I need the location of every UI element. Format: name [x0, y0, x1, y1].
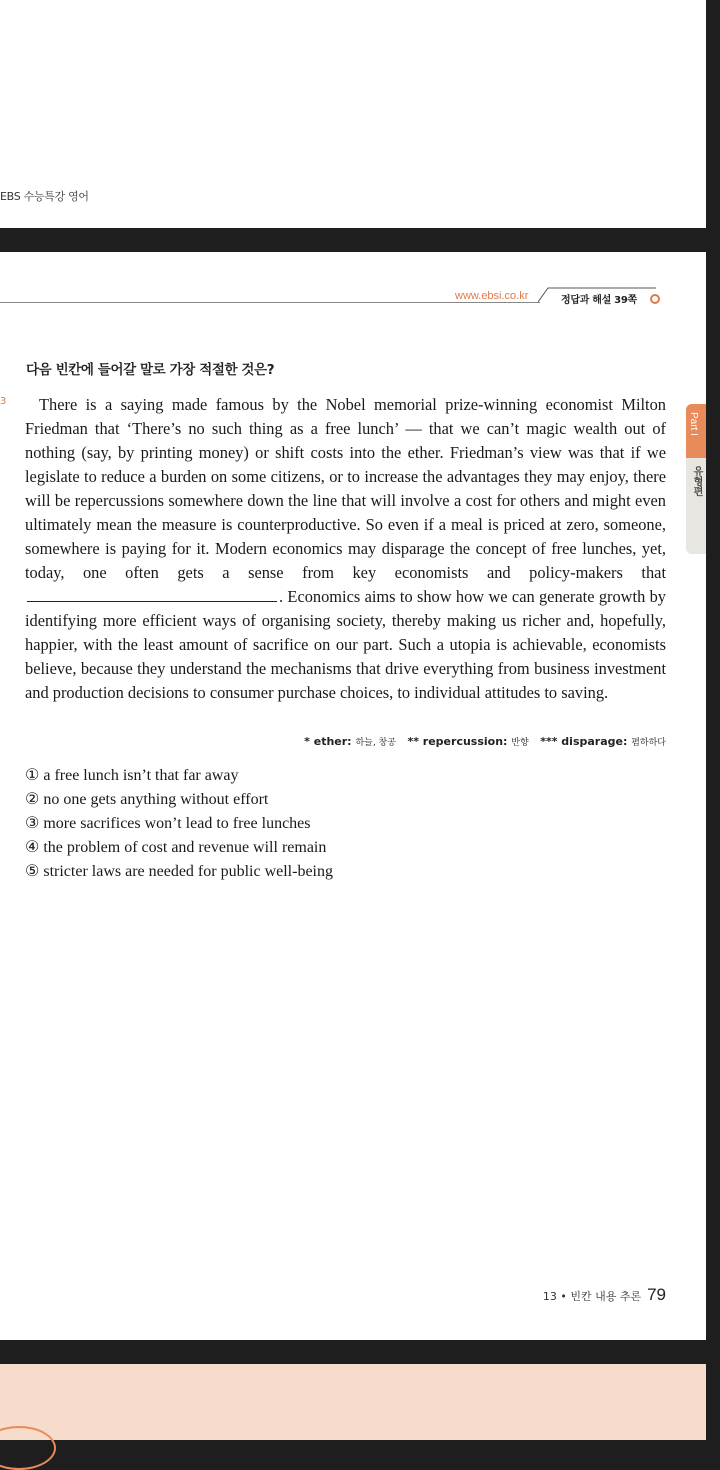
question-number: 3: [0, 396, 7, 407]
option-4[interactable]: ④ the problem of cost and revenue will remain: [25, 839, 327, 856]
website-link[interactable]: www.ebsi.co.kr: [455, 290, 529, 302]
answer-reference: 정답과 해설 39쪽: [561, 295, 637, 306]
section-label: 유형편: [691, 466, 702, 496]
circle-icon: [650, 294, 660, 304]
option-1[interactable]: ① a free lunch isn’t that far away: [25, 767, 239, 784]
header-rule: [0, 302, 540, 303]
glossary-item: *** disparage: 폄하하다: [540, 735, 666, 748]
passage-before-blank: There is a saying made famous by the Nobel memorial prize-winning economist Milton Friedman that ‘There’s no such thing as a free lunch’ — that we can’t magic wealth out of nothing (say, by printing money) or shift costs into the ether. Friedman’s view was that if we legislate to reduce a burden on some citizens, or to increase the advantages they may enjoy, there will be repercussions somewhere down the line that will involve a cost for others and might even ultimately mean the measure is counterproductive. So even if a meal is priced at zero, someone, somewhere is paying for it. Modern economics may disparage the concept of free lunches, yet, today, one often gets a sense from key economists and policy-makers that: [25, 395, 666, 582]
previous-page: [0, 0, 706, 228]
page-footer: [543, 1285, 666, 1305]
question-instruction: 다음 빈칸에 들어갈 말로 가장 적절한 것은?: [26, 362, 275, 378]
option-3[interactable]: ③ more sacrifices won’t lead to free lunches: [25, 815, 311, 832]
glossary-item: * ether: 하늘, 창공: [304, 735, 396, 748]
section-side-tab[interactable]: [686, 404, 706, 554]
book-title-header: EBS 수능특강 영어: [0, 190, 89, 203]
part-tab: Part I: [686, 404, 706, 458]
glossary: [304, 735, 666, 748]
decorative-ring-icon: [0, 1426, 56, 1470]
glossary-item: ** repercussion: 반향: [407, 735, 529, 748]
option-2[interactable]: ② no one gets anything without effort: [25, 791, 269, 808]
textbook-page: [0, 252, 706, 1340]
footer-section: 13 • 빈칸 내용 추론: [542, 1290, 642, 1303]
answer-options: [25, 764, 333, 884]
page-number: 79: [647, 1285, 666, 1304]
passage-after-blank: . Economics aims to show how we can generate growth by identifying more efficient ways of organising society, thereby making us richer and, hopefully, happier, with the least amount of sacrifice on our part. Such a utopia is achievable, economists believe, because they understand the mechanisms that drive everything from business investment and production decisions to consumer purchase choices, to individual attitudes to saving.: [25, 587, 666, 702]
scroll-gutter: [706, 0, 720, 1440]
option-5[interactable]: ⑤ stricter laws are needed for public well-being: [25, 863, 333, 880]
passage-text: [25, 393, 666, 705]
answer-blank: [27, 587, 277, 602]
next-page: [0, 1364, 706, 1440]
